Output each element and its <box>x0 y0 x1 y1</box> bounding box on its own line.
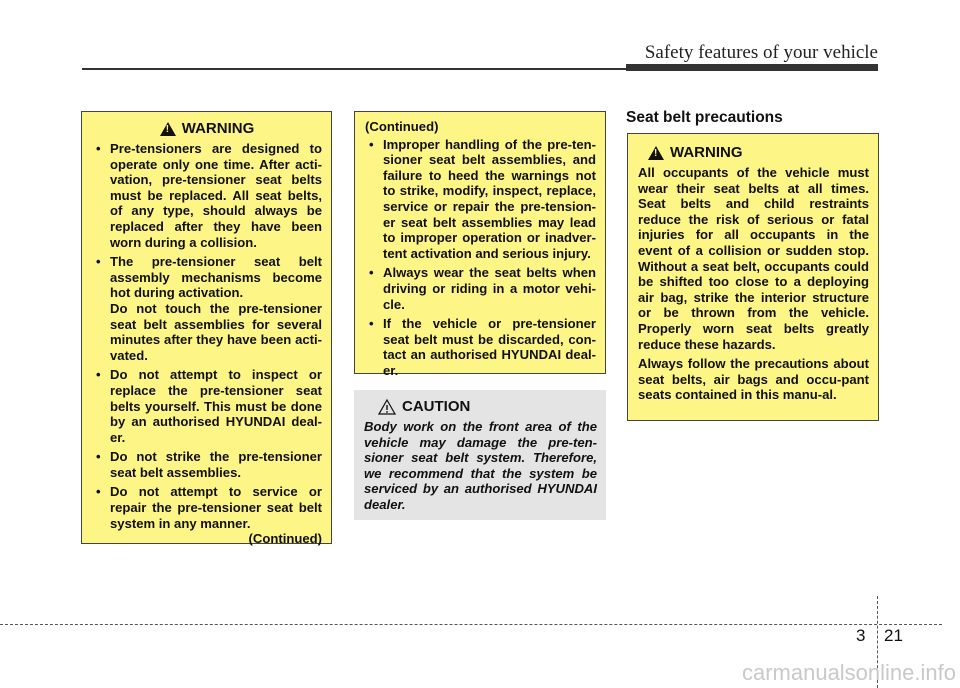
page-number: 21 <box>884 626 903 645</box>
section-title: Seat belt precautions <box>626 109 783 126</box>
warning-paragraph: Do not touch the pre-tensioner seat belt assemblies for several minutes after they have been acti-vated. <box>110 300 322 363</box>
section-number: 3 <box>856 626 866 645</box>
caution-icon <box>378 399 396 415</box>
continued-label: (Continued) <box>365 119 439 134</box>
warning-box-seat-belt <box>627 133 879 421</box>
footer-rule <box>0 624 942 625</box>
warning-heading <box>638 144 869 161</box>
caution-heading <box>364 398 597 415</box>
warning-item: • If the vehicle or pre-tensioner seat belt must be discarded, con-tact an authorised HYUNDAI deal-er. <box>365 316 596 378</box>
caution-box <box>354 390 606 520</box>
warning-item: • Do not attempt to service or repair the pre-tensioner seat belt system in any manner. <box>92 484 322 531</box>
warning-paragraph: All occupants of the vehicle must wear their seat belts at all times. Seat belts and child restraints reduce the risk of serious or fatal injuries for all occupants in the event of a collision or sudden stop. Without a seat belt, occupants could be shifted too close to a deploying air bag, strike the interior structure or be thrown from the vehicle. Properly worn seat belts greatly reduce these hazards. <box>638 165 869 352</box>
caution-heading-text: CAUTION <box>402 398 471 415</box>
warning-item: • Do not strike the pre-tensioner seat belt assemblies. <box>92 449 322 480</box>
continued-label: (Continued) <box>248 531 322 547</box>
warning-heading-text: WARNING <box>670 144 743 161</box>
header-accent-bar <box>626 64 878 71</box>
warning-icon <box>648 146 664 160</box>
warning-box-pretensioner <box>81 111 332 547</box>
caution-text: Body work on the front area of the vehicle may damage the pre-ten-sioner seat belt system. Therefore, we recommend that the system be serviced by an authorised HYUNDAI dealer. <box>364 419 597 512</box>
warning-heading-text: WARNING <box>181 120 255 137</box>
warning-item: • Always wear the seat belts when driving or riding in a motor vehi-cle. <box>365 265 596 312</box>
page-header-title: Safety features of your vehicle <box>644 42 878 63</box>
watermark: carmanualsonline.info <box>741 660 956 685</box>
warning-item: • The pre-tensioner seat belt assembly mechanisms become hot during activation. <box>92 254 322 301</box>
warning-paragraph: Always follow the precautions about seat belts, air bags and occu-pant seats contained in this manu-al. <box>638 356 869 403</box>
warning-item: • Improper handling of the pre-ten-sioner seat belt assemblies, and failure to heed the warnings not to strike, modify, inspect, replace, service or repair the pre-tension-er seat belt assemblies may lead to improper operation or inadver-tent activation and serious injury. <box>365 137 596 262</box>
warning-heading <box>92 120 322 137</box>
warning-item: • Pre-tensioners are designed to operate only one time. After acti-vation, pre-tensioner seat belts must be replaced. All seat belts, of any type, should always be replaced after they have been worn during a collision. <box>92 141 322 250</box>
warning-box-continued <box>354 111 606 378</box>
warning-item: • Do not attempt to inspect or replace the pre-tensioner seat belts yourself. This must be done by an authorised HYUNDAI deal-er. <box>92 367 322 445</box>
warning-icon <box>160 122 176 136</box>
